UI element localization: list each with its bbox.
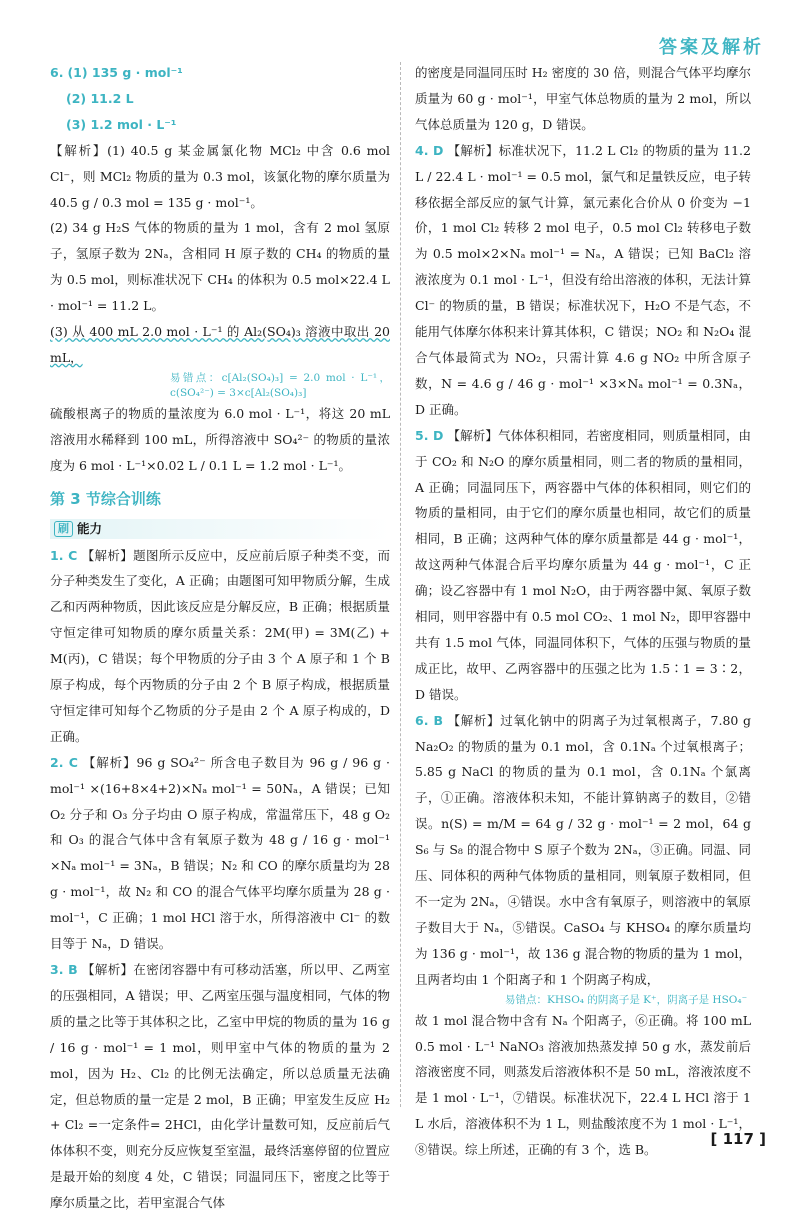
q6-analysis-1: 【解析】(1) 40.5 g 某金属氯化物 MCl₂ 中含 0.6 mol Cl⁻，则 MCl₂ 物质的量为 0.3 mol，该氯化物的摩尔质量为 40.5 g / 0.3 mol = 135 g · mol⁻¹。 — [50, 142, 390, 210]
q6-number: 6. — [50, 65, 64, 80]
section-title: 第 3 节综合训练 — [50, 489, 161, 508]
q3-number: 3. B — [50, 962, 78, 977]
q2-number: 2. C — [50, 754, 78, 770]
left-column — [50, 60, 390, 1216]
q6-answer-1: 6. (1) 135 g · mol⁻¹ — [50, 65, 183, 80]
q6b-analysis-cont: 故 1 mol 混合物中含有 Nₐ 个阳离子，⑥正确。将 100 mL 0.5 mol · L⁻¹ NaNO₃ 溶液加热蒸发掉 50 g 水，蒸发前后溶液密度不同，则蒸发后溶液体积不是 50 mL，溶液浓度不是 1 mol · L⁻¹，⑦错误。标准状况下，22.4 L HCl 溶于 1 L 水后，溶液体积不为 1 L，则盐酸浓度不为 1 mol · L⁻¹，⑧错误。综上所述，正确的有 3 个，选 B。 — [415, 1012, 751, 1158]
q1-analysis: 1. C 【解析】题图所示反应中，反应前后原子种类不变，而分子种类发生了变化，A 正确；由题图可知甲物质分解，生成乙和丙两种物质，因此该反应是分解反应，B 正确；根据质量守恒定律可知物质的摩尔质量关系：2M(甲) = 3M(乙) + M(丙)，C 错误；每个甲物质的分子由 3 个 A 原子和 1 个 B 原子构成，每个丙物质的分子由 2 个 B 原子构成，根据质量守恒定律可知每个乙物质的分子是由 2 个 A 原子构成的，D 正确。 — [50, 547, 390, 744]
q6-answer-3: (3) 1.2 mol · L⁻¹ — [66, 116, 177, 132]
q6b-number: 6. B — [415, 712, 443, 728]
q5-number: 5. D — [415, 427, 444, 443]
q2-analysis: 2. C 【解析】96 g SO₄²⁻ 所含电子数目为 96 g / 96 g · mol⁻¹ ×(16+8×4+2)×Nₐ mol⁻¹ = 50Nₐ，A 错误；已知 O₂ 分子和 O₃ 分子均由 O 原子构成，常温常压下，48 g O₂ 和 O₃ 的混合气体中含有氧原子数为 48 g / 16 g · mol⁻¹ ×Nₐ mol⁻¹ = 3Nₐ，B 错误；N₂ 和 CO 的摩尔质量均为 28 g · mol⁻¹，故 N₂ 和 CO 的混合气体平均摩尔质量为 28 g · mol⁻¹，C 正确；1 mol HCl 溶于水，所得溶液中 Cl⁻ 的数目等于 Nₐ，D 错误。 — [50, 754, 390, 952]
column-divider — [400, 62, 401, 1107]
q6-answer-2: (2) 11.2 L — [66, 90, 134, 106]
q6-analysis-4: 硫酸根离子的物质的量浓度为 6.0 mol · L⁻¹，将这 20 mL 溶液用水稀释到 100 mL，所得溶液中 SO₄²⁻ 的物质的量浓度为 6 mol · L⁻¹×0.02 L / 0.1 L = 1.2 mol · L⁻¹。 — [50, 405, 390, 473]
q6-analysis-3: (3) 从 400 mL 2.0 mol · L⁻¹ 的 Al₂(SO₄)₃ 溶液中取出 20 mL， — [50, 324, 390, 365]
ability-bar — [50, 519, 390, 539]
header-title: 答案及解析 — [659, 37, 764, 58]
q3-analysis: 3. B 【解析】在密闭容器中有可移动活塞，所以甲、乙两室的压强相同，A 错误；甲、乙两室压强与温度相同，气体的物质的量之比等于其体积之比，乙室中甲烷的物质的量为 16 g / 16 g · mol⁻¹ = 1 mol，则甲室中气体的物质的量为 2 mol，因为 H₂、Cl₂ 的比例无法确定，所以总质量无法确定，但总物质的量一定是 2 mol，B 正确；甲室发生反应 H₂ + Cl₂ =一定条件= 2HCl，由化学计量数可知，反应前后气体体积不变，则充分反应恢复至室温，最终活塞停留的位置应是最开始的刻度 4 处，C 错误；同温同压下，密度之比等于摩尔质量之比，若甲室混合气体 — [50, 962, 390, 1211]
q6b-error-note: 易错点：KHSO₄ 的阴离子是 K⁺，阴离子是 HSO₄⁻ — [505, 993, 748, 1006]
q3-continued: 的密度是同温同压时 H₂ 密度的 30 倍，则混合气体平均摩尔质量为 60 g · mol⁻¹，甲室气体总物质的量为 2 mol，所以气体总质量为 120 g，D 错误。 — [415, 65, 751, 132]
right-column — [415, 60, 751, 1163]
ability-label: 能力 — [77, 520, 103, 536]
q5-analysis: 5. D 【解析】气体体积相同，若密度相同，则质量相同，由于 CO₂ 和 N₂O 的摩尔质量相同，则二者的物质的量相同，A 正确；同温同压下，两容器中气体的体积相同，则它们的物质的量相同，由于它们的摩尔质量也相同，故它们的质量相同，B 正确；这两种气体的摩尔质量都是 44 g · mol⁻¹，故这两种气体混合后平均摩尔质量为 44 g · mol⁻¹，C 正确；设乙容器中有 1 mol N₂O，由于两容器中氮、氧原子数相同，则甲容器中有 0.5 mol CO₂、1 mol N₂，即甲容器中共有 1.5 mol 气体，同温同体积下，气体的压强与物质的量成正比，故甲、乙两容器中的压强之比为 1.5∶1 = 3∶2，D 错误。 — [415, 427, 751, 702]
q6b-analysis: 6. B 【解析】过氧化钠中的阴离子为过氧根离子，7.80 g Na₂O₂ 的物质的量为 0.1 mol，含 0.1Nₐ 个过氧根离子；5.85 g NaCl 的物质的量为 0.1 mol，含 0.1Nₐ 个氯离子，①正确。溶液体积未知，不能计算钠离子的数目，②错误。n(S) = m/M = 64 g / 32 g · mol⁻¹ = 2 mol，64 g S₆ 与 S₈ 的混合物中 S 原子个数为 2Nₐ，③正确。同温、同压、同体积的两种气体物质的量相同，则氧原子数相同，但不一定为 2Nₐ，④错误。水中含有氧原子，则溶液中的氧原子数目大于 Nₐ，⑤错误。CaSO₄ 与 KHSO₄ 的摩尔质量均为 136 g · mol⁻¹，故 136 g 混合物的物质的量为 1 mol，且两者均由 1 个阳离子和 1 个阴离子构成， — [415, 712, 751, 987]
q1-number: 1. C — [50, 547, 78, 563]
q4-analysis: 4. D 【解析】标准状况下，11.2 L Cl₂ 的物质的量为 11.2 L / 22.4 L · mol⁻¹ = 0.5 mol，氯气和足量铁反应，电子转移依据全部反应的氯气计算，氯元素化合价从 0 价变为 −1 价，1 mol Cl₂ 转移 2 mol 电子，0.5 mol Cl₂ 转移电子数为 0.5 mol×2×Nₐ mol⁻¹ = Nₐ，A 错误；已知 BaCl₂ 溶液浓度为 0.1 mol · L⁻¹，但没有给出溶液的体积，无法计算 Cl⁻ 的物质的量，B 错误；标准状况下，H₂O 不是气态，不能用气体摩尔体积来计算其体积，C 错误；NO₂ 和 N₂O₄ 混合气体最简式为 NO₂，只需计算 4.6 g NO₂ 中所含原子数，N = 4.6 g / 46 g · mol⁻¹ ×3×Nₐ mol⁻¹ = 0.3Nₐ，D 正确。 — [415, 142, 751, 417]
ability-tag: 刷 — [54, 521, 73, 537]
q4-number: 4. D — [415, 142, 444, 158]
q6-error-note: 易错点：c[Al₂(SO₄)₃] = 2.0 mol · L⁻¹，c(SO₄²⁻) = 3×c[Al₂(SO₄)₃] — [170, 371, 390, 399]
q6-analysis-2: (2) 34 g H₂S 气体的物质的量为 1 mol，含有 2 mol 氢原子，氢原子数为 2Nₐ，含相同 H 原子数的 CH₄ 的物质的量为 0.5 mol，则标准状况下 CH₄ 的体积为 0.5 mol×22.4 L · mol⁻¹ = 11.2 L。 — [50, 220, 390, 314]
page-number: [ 117 ] — [710, 1130, 766, 1148]
